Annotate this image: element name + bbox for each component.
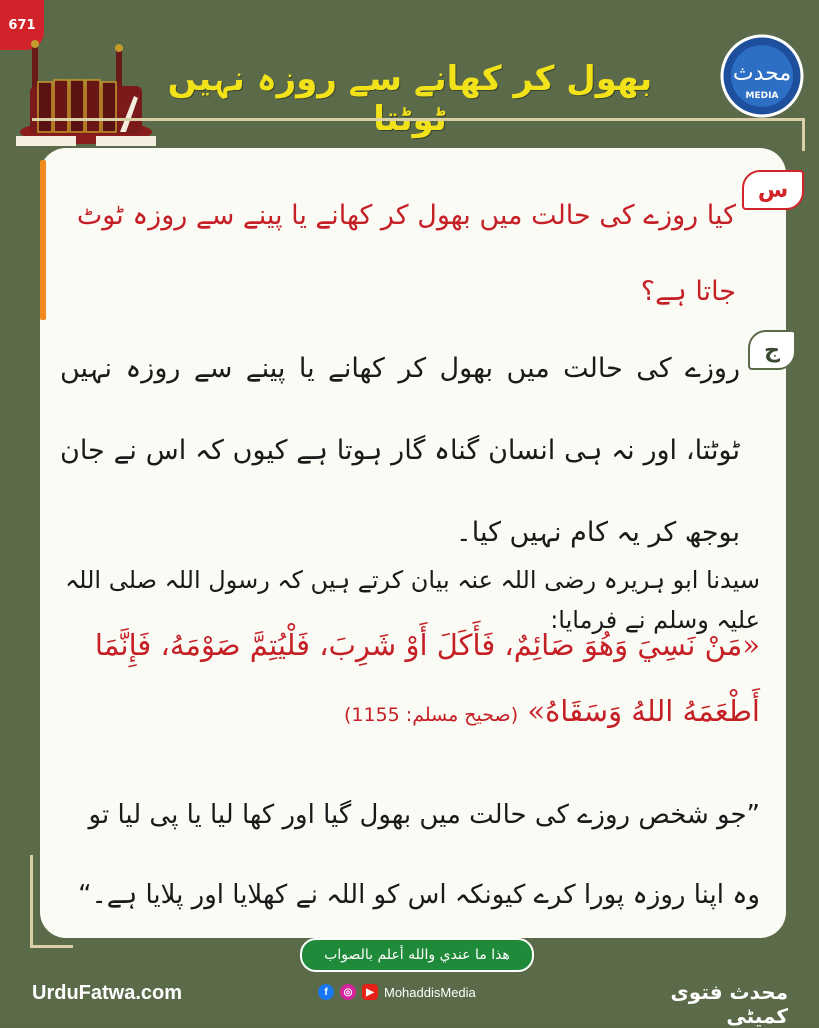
facebook-icon[interactable]: f [318,984,334,1000]
instagram-icon[interactable]: ◎ [340,984,356,1000]
logo-caption: MEDIA [745,91,779,101]
page-number-badge: 671 [0,0,44,50]
hadith-reference: (صحيح مسلم: 1155) [343,704,519,726]
svg-text:ﻣﺤﺪﺙ: ﻣﺤﺪﺙ [732,61,792,86]
committee-name: محدث فتوی کمیٹی [670,980,788,1028]
social-handle[interactable]: MohaddisMedia [384,984,476,1000]
closing-badge: هذا ما عندي والله أعلم بالصواب [300,938,534,972]
answer-marker: ج [748,330,796,370]
question-accent-bar [40,160,46,320]
mohaddis-media-logo [718,32,806,120]
answer-text: روزے کی حالت میں بھول کر کھانے یا پینے سے روزہ نہیں ٹوٹتا، اور نہ ہی انسان گناہ گار ہوتا ہے کیوں کہ اس نے جان بوجھ کر یہ کام نہیں کیا۔ [60,353,740,548]
hadith-text: «مَنْ نَسِيَ وَهُوَ صَائِمٌ، فَأَكَلَ أَوْ شَرِبَ، فَلْيُتِمَّ صَوْمَهُ، فَإِنَّمَا أَطْعَمَهُ اللهُ وَسَقَاهُ» [94,628,760,728]
page-title: بھول کر کھانے سے روزہ نہیں ٹوٹتا [167,59,653,139]
youtube-icon[interactable]: ▶ [362,984,378,1000]
hadith-block [60,612,760,748]
question-marker: س [742,170,804,210]
social-links [318,984,476,1000]
narration-text: سیدنا ابو ہریرہ رضی اللہ عنہ بیان کرتے ہیں کہ رسول اللہ صلی اللہ علیہ وسلم نے فرمایا: [65,566,760,634]
hadith-translation: ”جو شخص روزے کی حالت میں بھول گیا اور کھا لیا یا پی لیا تو وہ اپنا روزہ پورا کرے کیونکہ اس کو اللہ نے کھلایا اور پلایا ہے۔“ [78,800,760,910]
website-link[interactable]: UrduFatwa.com [32,982,183,1004]
frame-decoration-top [32,118,805,151]
question-text: کیا روزے کی حالت میں بھول کر کھانے یا پینے سے روزہ ٹوٹ جاتا ہے؟ [76,200,736,307]
